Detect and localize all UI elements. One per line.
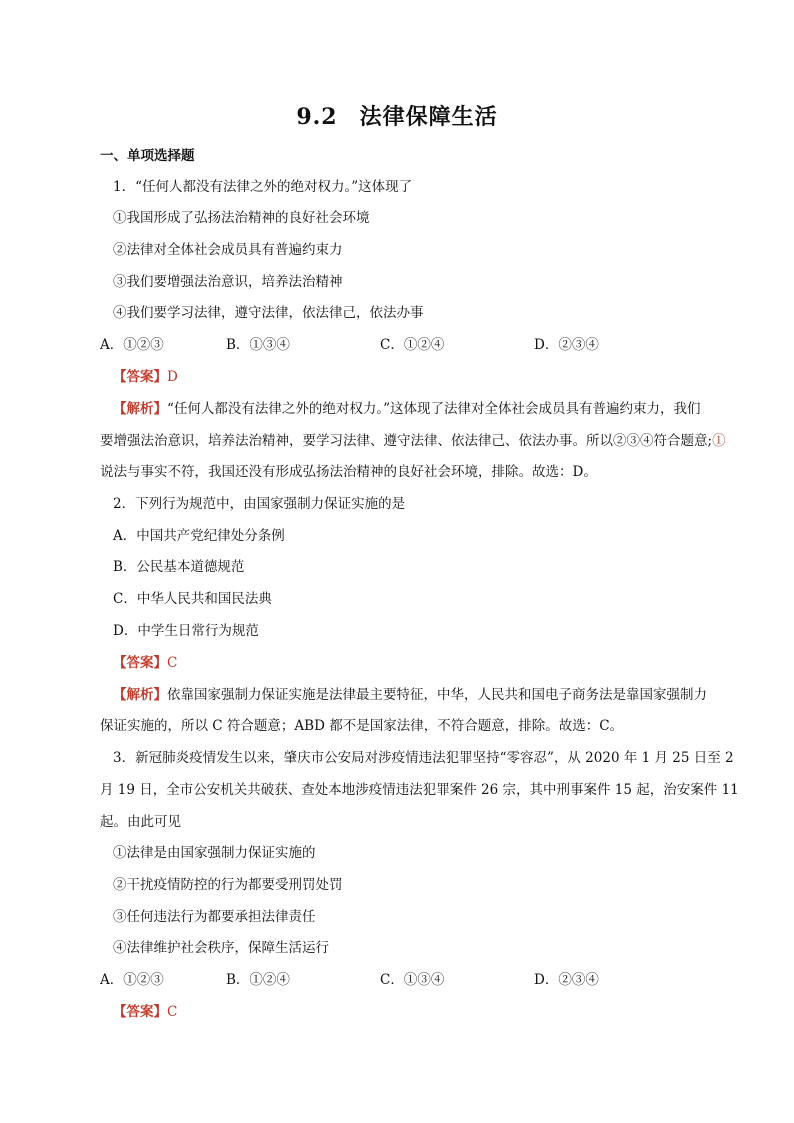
q1-item: ③我们要增强法治意识，培养法治精神 <box>113 274 343 290</box>
analysis-text: 要增强法治意识，培养法治精神，要学习法律、遵守法律、依法律己、依法办事。所以②③④符合题意; <box>100 433 713 449</box>
q1-option-a: A．①②③ <box>100 337 164 353</box>
q1-options <box>100 335 700 355</box>
q2-option-d: D．中学生日常行为规范 <box>113 623 259 639</box>
analysis-tag: 【解析】 <box>113 687 167 703</box>
q1-analysis-line <box>100 431 726 451</box>
analysis-text-red: ① <box>712 433 726 449</box>
q3-item: ①法律是由国家强制力保证实施的 <box>113 845 316 861</box>
q3-option-b: B．①②④ <box>226 972 290 988</box>
q2-stem: 2．下列行为规范中，由国家强制力保证实施的是 <box>113 496 406 512</box>
q3-item: ④法律维护社会秩序，保障生活运行 <box>113 940 329 956</box>
analysis-text: 依靠国家强制力保证实施是法律最主要特征，中华，人民共和国电子商务法是靠国家强制力 <box>167 687 707 703</box>
q1-item: ①我国形成了弘扬法治精神的良好社会环境 <box>113 210 370 226</box>
title-number: 9.2 <box>296 104 338 130</box>
q1-analysis-line <box>113 399 701 419</box>
q1-item: ②法律对全体社会成员具有普遍约束力 <box>113 242 343 258</box>
q3-stem-line: 3．新冠肺炎疫情发生以来，肇庆市公安局对涉疫情违法犯罪坚持“零容忍”，从 2020 年 1 月 25 日至 2 <box>113 750 734 766</box>
q3-options <box>100 970 700 990</box>
q1-option-c: C．①②④ <box>380 337 445 353</box>
answer-value: C <box>167 1004 178 1020</box>
q2-analysis-line <box>113 685 707 705</box>
answer-tag: 【答案】 <box>113 1004 167 1020</box>
q1-analysis-line: 说法与事实不符，我国还没有形成弘扬法治精神的良好社会环境，排除。故选：D。 <box>100 464 597 480</box>
q3-item: ②干扰疫情防控的行为都要受刑罚处罚 <box>113 877 343 893</box>
q1-option-b: B．①③④ <box>226 337 290 353</box>
answer-value: C <box>167 655 178 671</box>
q3-stem-line: 月 19 日，全市公安机关共破获、查处本地涉疫情违法犯罪案件 26 宗，其中刑事案件 15 起，治安案件 11 <box>100 782 739 798</box>
q3-answer <box>113 1002 177 1022</box>
analysis-text: “任何人都没有法律之外的绝对权力。”这体现了法律对全体社会成员具有普遍约束力，我们 <box>167 401 701 417</box>
q3-option-a: A．①②③ <box>100 972 164 988</box>
q1-stem: 1．“任何人都没有法律之外的绝对权力。”这体现了 <box>113 179 413 195</box>
q2-option-a: A．中国共产党纪律处分条例 <box>113 528 285 544</box>
q2-option-c: C．中华人民共和国民法典 <box>113 591 272 607</box>
q1-option-d: D．②③④ <box>534 337 599 353</box>
q2-option-b: B．公民基本道德规范 <box>113 559 245 575</box>
q1-item: ④我们要学习法律，遵守法律，依法律己，依法办事 <box>113 305 424 321</box>
analysis-tag: 【解析】 <box>113 401 167 417</box>
q2-answer <box>113 653 177 673</box>
q2-analysis-line: 保证实施的，所以 C 符合题意；ABD 都不是国家法律，不符合题意，排除。故选：C。 <box>100 718 624 734</box>
title-text: 法律保障生活 <box>359 104 498 130</box>
q3-option-d: D．②③④ <box>534 972 599 988</box>
answer-value: D <box>167 369 178 385</box>
q3-item: ③任何违法行为都要承担法律责任 <box>113 909 316 925</box>
q3-option-c: C．①③④ <box>380 972 445 988</box>
section-heading: 一、单项选择题 <box>100 148 195 164</box>
q1-answer <box>113 367 178 387</box>
answer-tag: 【答案】 <box>113 655 167 671</box>
page-title <box>0 100 794 131</box>
answer-tag: 【答案】 <box>113 369 167 385</box>
q3-stem-line: 起。由此可见 <box>100 814 181 830</box>
